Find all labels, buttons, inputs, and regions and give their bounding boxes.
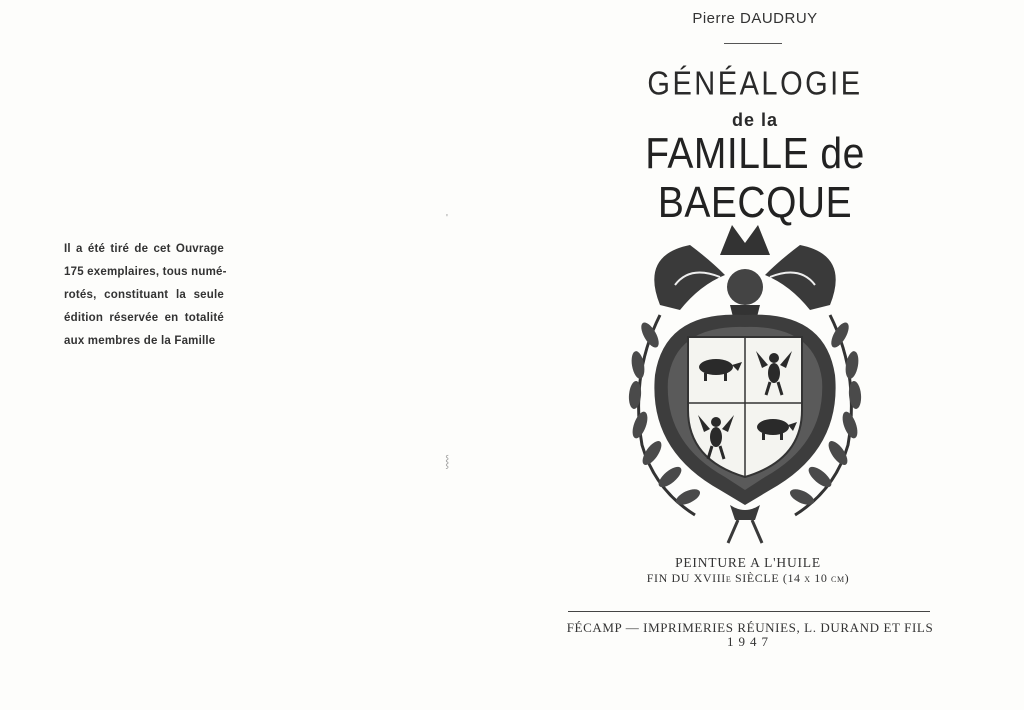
- edition-note-line: édition réservée en totalité: [64, 312, 224, 324]
- edition-note-line: Il a été tiré de cet Ouvrage: [64, 243, 224, 255]
- author-divider: [724, 43, 782, 44]
- publisher-imprint: FÉCAMP — IMPRIMERIES RÉUNIES, L. DURAND ET FILS: [566, 620, 934, 635]
- edition-note-line: 175 exemplaires, tous numé-: [64, 266, 227, 278]
- edition-note-line: aux membres de la Famille: [64, 335, 216, 347]
- illustration-caption: PEINTURE A L'HUILE: [675, 555, 821, 570]
- imprint-divider: [568, 611, 930, 612]
- publication-year: 1947: [727, 634, 773, 649]
- title-de-la: de la: [731, 110, 779, 130]
- paper-speck: ': [446, 213, 448, 224]
- illustration-caption-detail: FIN DU XVIIIe SIÈCLE (14 x 10 cm): [646, 571, 850, 585]
- title-genealogie: GÉNÉALOGIE: [647, 65, 863, 103]
- ribbon-knot: [728, 505, 762, 543]
- edition-note-line: rotés, constituant la seule: [64, 289, 224, 301]
- edition-note: [64, 238, 227, 353]
- coat-of-arms-icon: [620, 215, 870, 550]
- author-name: Pierre DAUDRUY: [692, 10, 818, 27]
- crest-top-ornament: [720, 225, 770, 325]
- paper-speck: ⸾: [445, 454, 450, 468]
- title-family-name: FAMILLE de BAECQUE: [645, 129, 865, 228]
